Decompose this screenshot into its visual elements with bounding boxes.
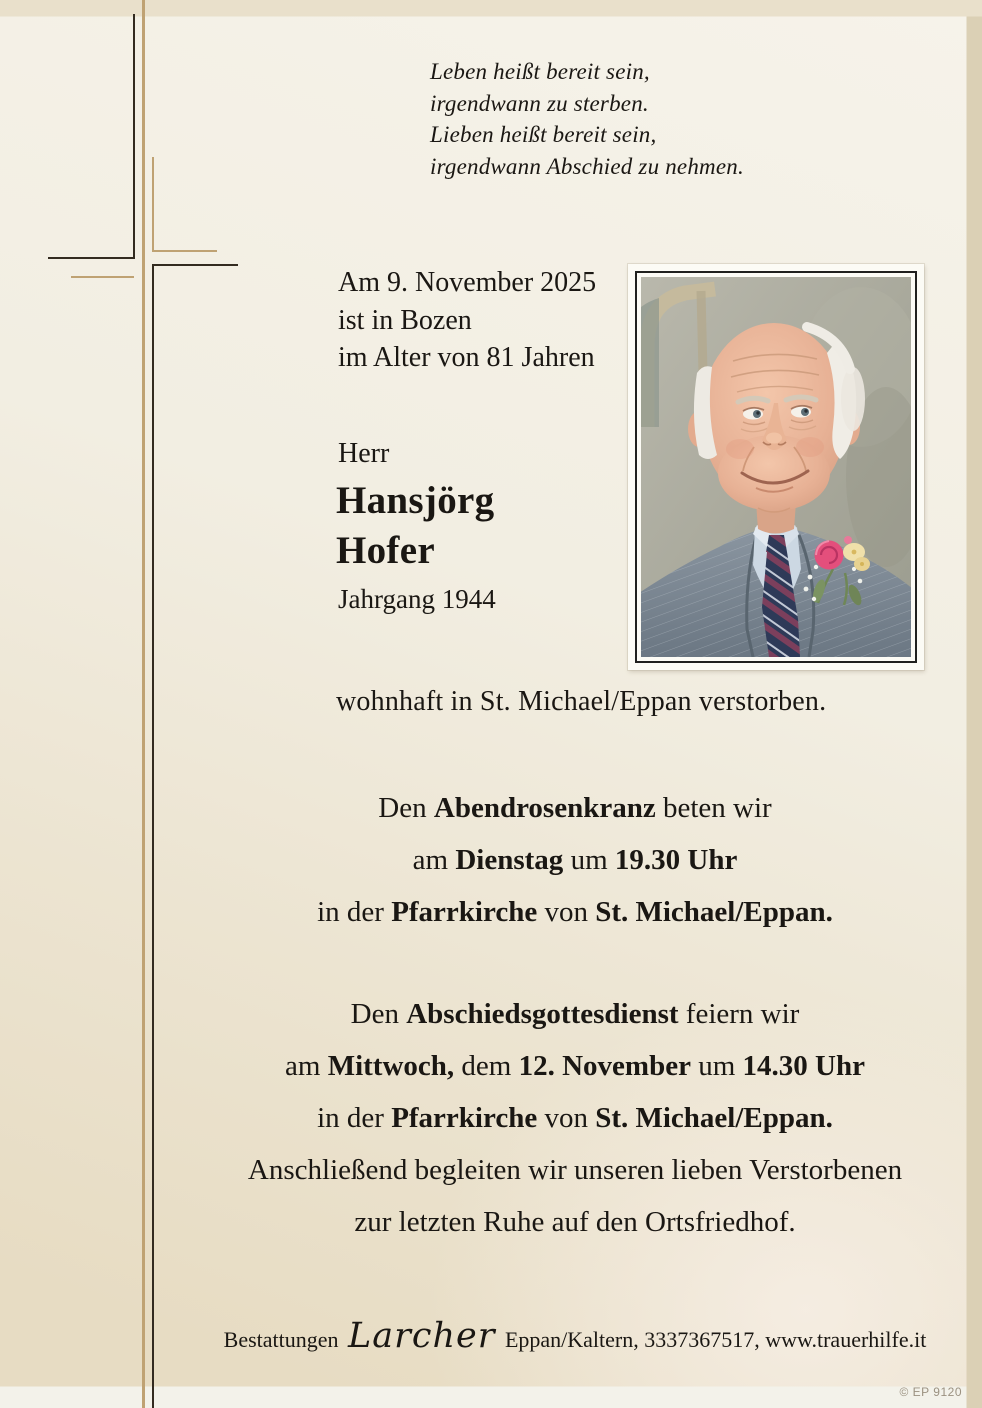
body-line: in der Pfarrkirche von St. Michael/Eppan. bbox=[317, 896, 833, 928]
body-line: am Dienstag um 19.30 Uhr bbox=[412, 844, 738, 876]
poem-line: irgendwann zu sterben. bbox=[430, 90, 649, 116]
cross-dark-left-vertical-line bbox=[133, 14, 135, 259]
cross-dark-right-vertical-line bbox=[152, 264, 154, 1408]
body-line: Den Abschiedsgottesdienst feiern wir bbox=[350, 998, 800, 1030]
body-line: zur letzten Ruhe auf den Ortsfriedhof. bbox=[354, 1206, 796, 1238]
cross-gold-right-horizontal-line bbox=[152, 250, 217, 252]
cross-gold-right-vertical-line bbox=[152, 157, 154, 252]
funeral-home-name: Larcher bbox=[348, 1316, 496, 1356]
cross-dark-right-horizontal-line bbox=[152, 264, 238, 266]
birth-year-line: Jahrgang 1944 bbox=[338, 584, 496, 614]
cross-gold-vertical-line bbox=[142, 0, 145, 1408]
poem-line: Lieben heißt bereit sein, bbox=[430, 122, 657, 147]
funeral-home-line bbox=[168, 1316, 982, 1356]
death-place-line: ist in Bozen bbox=[338, 304, 472, 336]
deceased-name bbox=[336, 476, 494, 576]
poem-line: irgendwann Abschied zu nehmen. bbox=[430, 153, 744, 179]
cross-dark-left-horizontal-line bbox=[48, 257, 135, 259]
funeral-paragraph bbox=[168, 988, 982, 1248]
deceased-last-name: Hofer bbox=[336, 529, 435, 572]
death-date-line: Am 9. November 2025 bbox=[338, 267, 597, 298]
death-announcement bbox=[338, 264, 596, 377]
footer-text: Eppan/Kaltern, 3337367517, www.trauerhilfe.it bbox=[499, 1327, 927, 1352]
death-age-line: im Alter von 81 Jahren bbox=[338, 342, 595, 373]
cross-gold-left-horizontal-line bbox=[71, 276, 134, 278]
footer-text: Bestattungen bbox=[223, 1327, 345, 1352]
salutation: Herr bbox=[338, 438, 390, 469]
poem bbox=[430, 56, 744, 182]
copyright-code: © EP 9120 bbox=[899, 1385, 962, 1399]
body-line: Den Abendrosenkranz beten wir bbox=[378, 792, 772, 824]
poem-line: Leben heißt bereit sein, bbox=[430, 59, 650, 84]
body-line: Anschließend begleiten wir unseren lieben Verstorbenen bbox=[247, 1154, 903, 1186]
residence-line: wohnhaft in St. Michael/Eppan verstorben. bbox=[336, 686, 827, 717]
deceased-first-name: Hansjörg bbox=[336, 479, 495, 522]
photo-frame bbox=[628, 264, 924, 670]
rosary-paragraph bbox=[168, 782, 982, 938]
body-line: am Mittwoch, dem 12. November um 14.30 Uhr bbox=[285, 1050, 865, 1082]
portrait-photo bbox=[641, 277, 911, 657]
body-line: in der Pfarrkirche von St. Michael/Eppan. bbox=[317, 1102, 833, 1134]
